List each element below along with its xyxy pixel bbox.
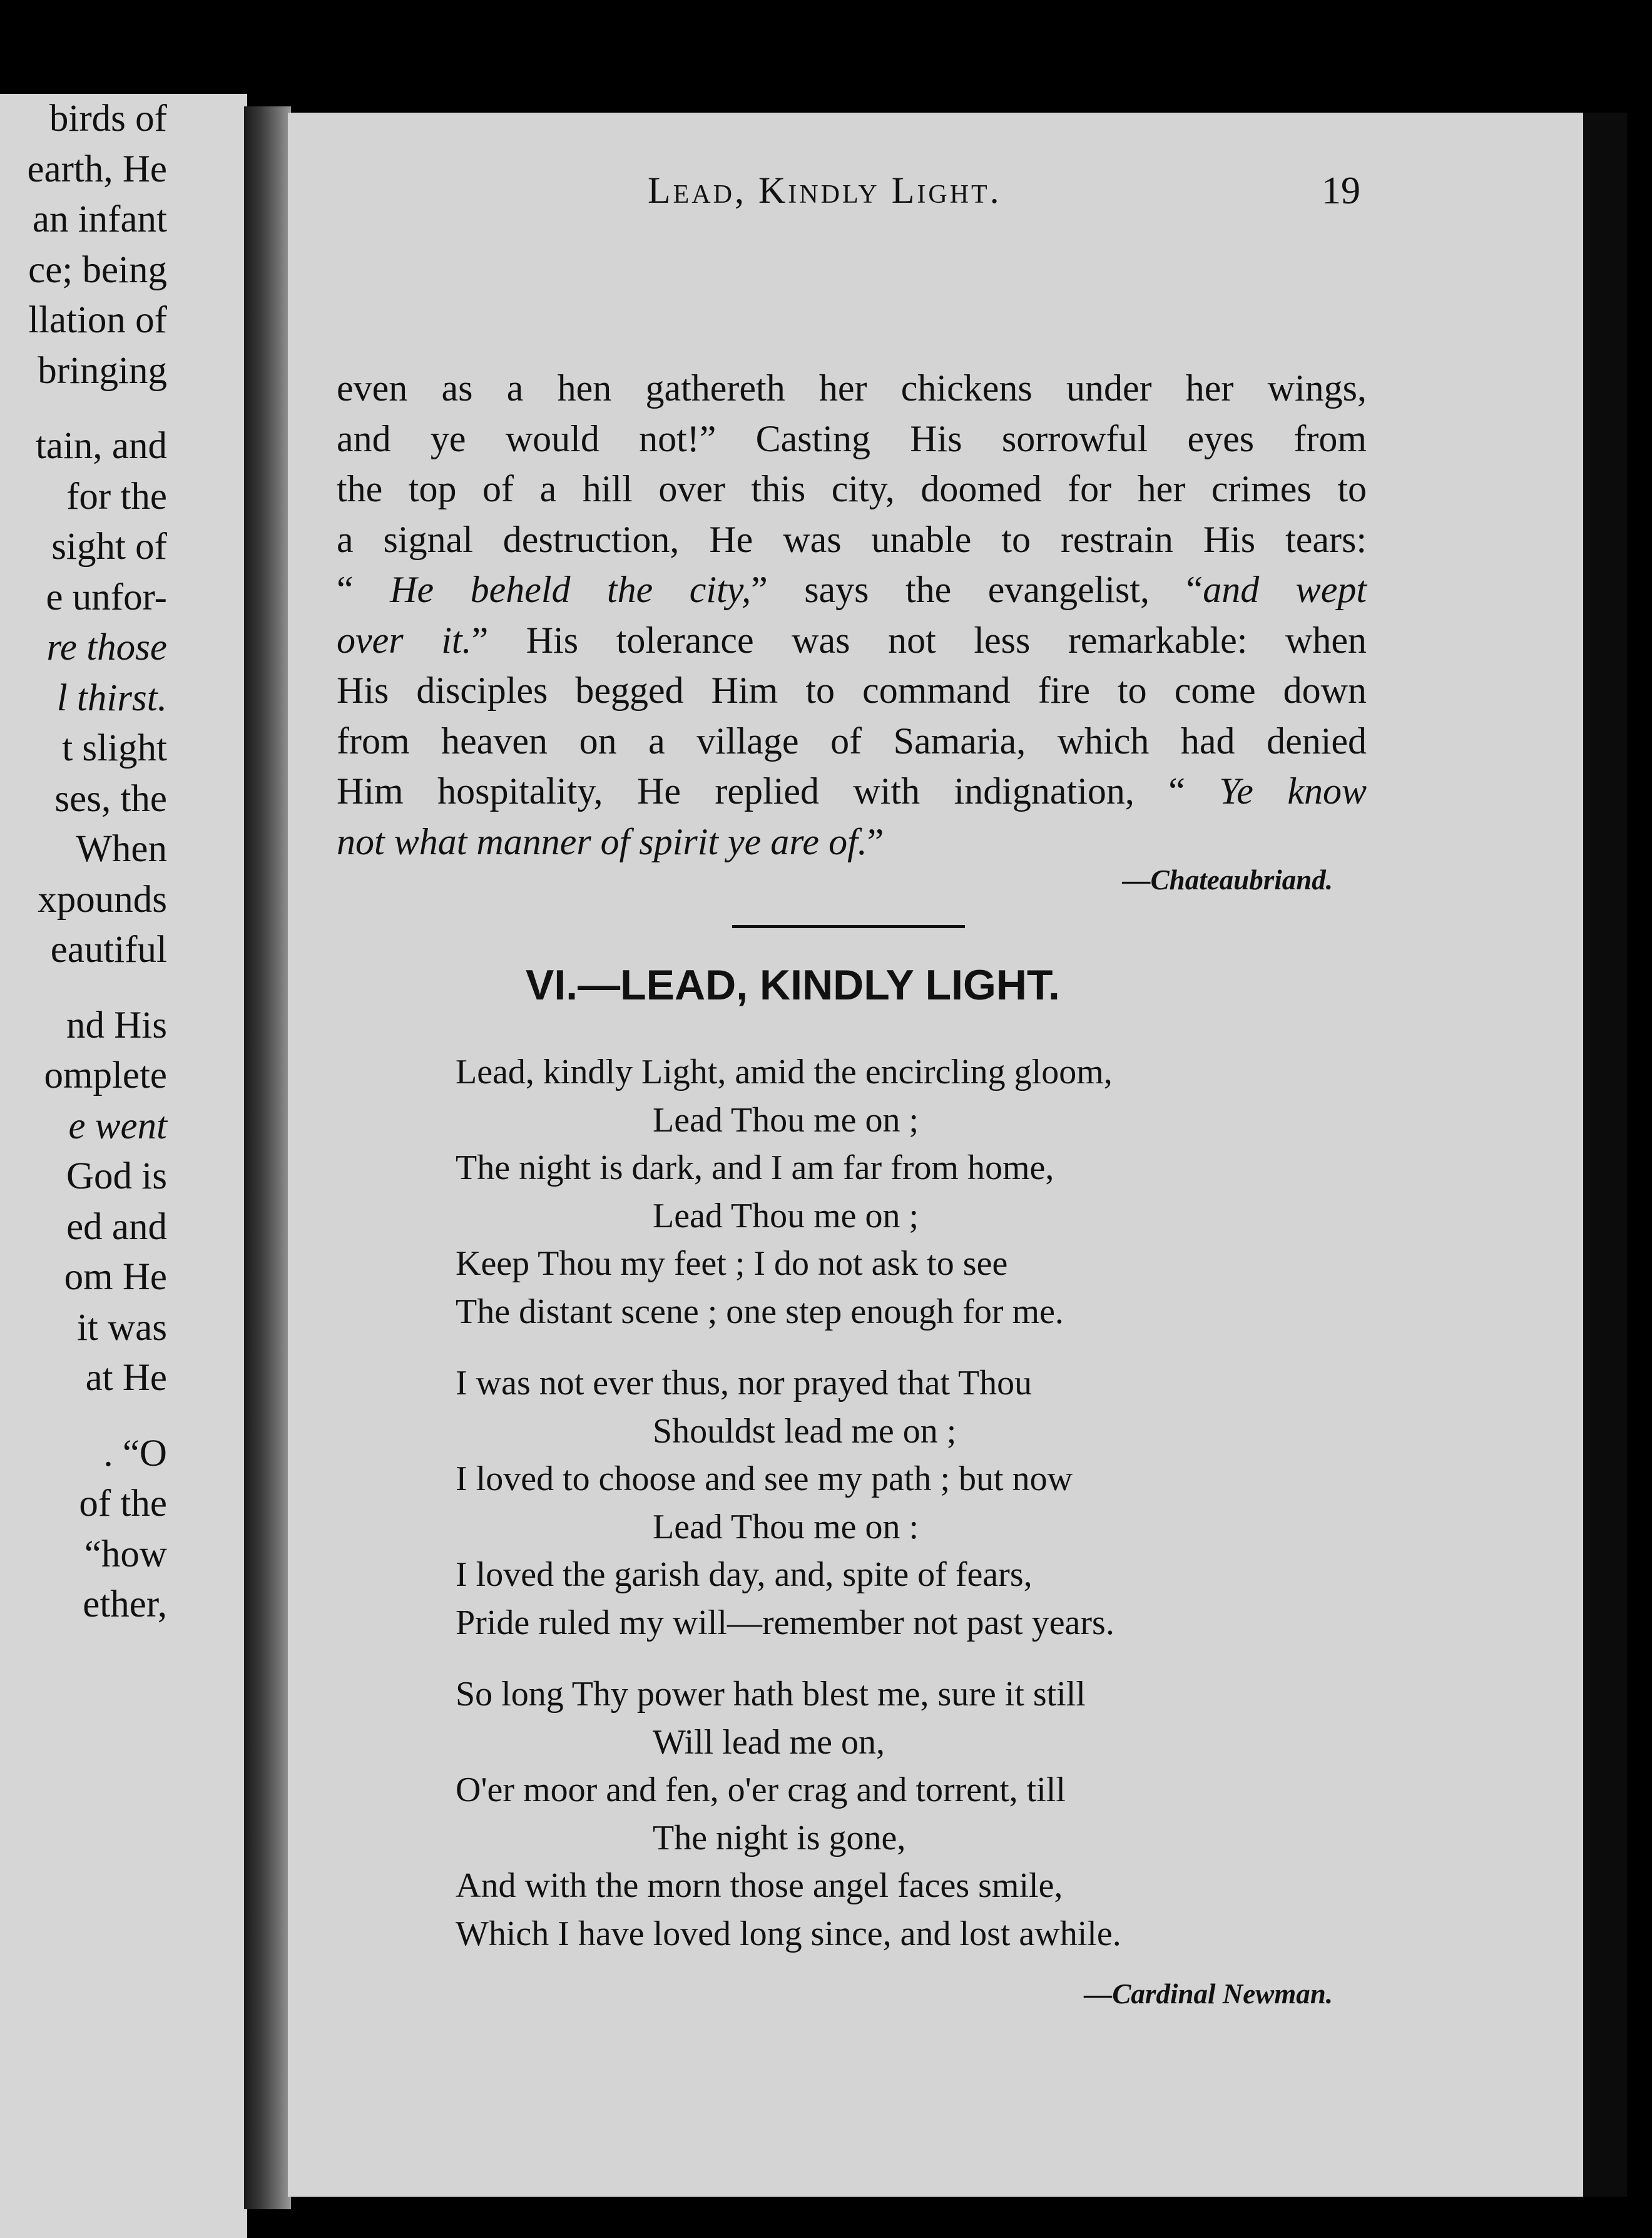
facing-page-line: t slight <box>62 727 167 769</box>
facing-page-line: eautiful <box>50 929 167 971</box>
facing-page-line: of the <box>79 1483 167 1525</box>
poem-line: The distant scene ; one step enough for me. <box>456 1292 1064 1331</box>
facing-page-line: sight of <box>51 526 167 568</box>
running-head: Lead, Kindly Light. <box>648 170 1002 211</box>
facing-page <box>0 94 247 2238</box>
prose-text: a signal destruction, He was unable to restrain His tears: <box>337 518 1367 560</box>
facing-page-line: llation of <box>28 299 167 341</box>
prose-line <box>337 665 1367 716</box>
facing-page-line: tain, and <box>35 425 167 467</box>
stanza-gap <box>456 1647 1332 1670</box>
poem-line: Lead Thou me on : <box>653 1507 919 1546</box>
prose-text: “ <box>337 569 390 610</box>
prose-text: ” <box>867 820 884 862</box>
prose-text: even as a hen gathereth her chickens under her wings, <box>337 367 1367 409</box>
facing-page-line: e unfor- <box>46 576 167 618</box>
poem-line: Keep Thou my feet ; I do not ask to see <box>456 1244 1008 1283</box>
prose-line <box>337 766 1367 817</box>
poem-line: I loved to choose and see my path ; but now <box>456 1459 1073 1498</box>
facing-page-line <box>0 396 167 421</box>
facing-page-line: e went <box>68 1105 167 1147</box>
facing-page-line: it was <box>76 1306 167 1349</box>
italic-quote: not what manner of spirit ye are of. <box>337 820 867 862</box>
facing-page-line: at He <box>85 1357 167 1399</box>
prose-text: Him hospitality, He replied with indignation, “ <box>337 770 1220 812</box>
poem-line: I loved the garish day, and, spite of fears, <box>456 1555 1032 1594</box>
poem-line: I was not ever thus, nor prayed that Thou <box>456 1364 1032 1403</box>
poem-line: Lead, kindly Light, amid the encircling gloom, <box>456 1053 1113 1091</box>
poem-line: Lead Thou me on ; <box>653 1196 919 1235</box>
facing-page-line: ed and <box>66 1205 167 1248</box>
prose-line <box>337 817 1367 867</box>
poem-line: Pride ruled my will—remember not past years. <box>456 1603 1114 1642</box>
prose-line <box>337 514 1367 565</box>
facing-page-line <box>0 976 167 1001</box>
prose-text: His disciples begged Him to command fire to come down <box>337 670 1367 711</box>
page-number: 19 <box>1322 170 1360 212</box>
page-edge <box>1583 113 1627 2197</box>
facing-page-line: nd His <box>66 1004 167 1046</box>
italic-quote: Ye know <box>1219 770 1367 812</box>
facing-page-line: om He <box>64 1256 167 1298</box>
poem-line: The night is dark, and I am far from home, <box>456 1148 1054 1187</box>
prose-passage <box>337 363 1367 867</box>
prose-text: ” says the evangelist, “ <box>751 569 1203 610</box>
facing-page-line: “how <box>84 1533 167 1575</box>
poem-line: The night is gone, <box>653 1818 906 1857</box>
prose-line <box>337 464 1367 514</box>
section-divider <box>732 925 965 928</box>
facing-page-line: When <box>76 828 167 870</box>
facing-page-line: re those <box>46 626 167 668</box>
book-gutter <box>244 106 291 2209</box>
facing-page-line: an infant <box>32 198 167 240</box>
italic-quote: and wept <box>1203 569 1367 610</box>
prose-line <box>337 565 1367 615</box>
italic-quote: over it. <box>337 619 472 661</box>
poem-line: O'er moor and fen, o'er crag and torrent, till <box>456 1770 1066 1809</box>
poem-stanza <box>456 1048 1332 1336</box>
prose-text: from heaven on a village of Samaria, which had denied <box>337 720 1367 762</box>
facing-page-line: for the <box>66 475 167 518</box>
facing-page-line <box>0 1404 167 1429</box>
facing-page-line: birds of <box>49 98 167 140</box>
facing-page-line: l thirst. <box>56 677 167 719</box>
prose-text: and ye would not!” Casting His sorrowful eyes from <box>337 417 1367 459</box>
stanza-gap <box>456 1336 1332 1359</box>
prose-text: the top of a hill over this city, doomed for her crimes to <box>337 468 1367 509</box>
poem-attribution: —Cardinal Newman. <box>1084 1978 1333 2010</box>
prose-text: ” His tolerance was not less remarkable: when <box>471 619 1367 661</box>
prose-line <box>337 716 1367 767</box>
section-title: VI.—LEAD, KINDLY LIGHT. <box>526 961 1060 1009</box>
poem-line: Lead Thou me on ; <box>653 1100 919 1140</box>
poem-stanza <box>456 1359 1332 1647</box>
poem <box>456 1048 1332 1958</box>
prose-line <box>337 615 1367 666</box>
facing-page-line: earth, He <box>27 148 167 190</box>
facing-page-text <box>0 94 167 1630</box>
facing-page-line: xpounds <box>38 878 167 921</box>
poem-line: Shouldst lead me on ; <box>653 1411 957 1451</box>
poem-line: And with the morn those angel faces smile, <box>456 1866 1063 1905</box>
facing-page-line: . “O <box>103 1432 167 1474</box>
poem-line: So long Thy power hath blest me, sure it still <box>456 1675 1086 1714</box>
prose-attribution: —Chateaubriand. <box>1122 864 1333 896</box>
poem-line: Which I have loved long since, and lost awhile. <box>456 1914 1121 1953</box>
poem-stanza <box>456 1670 1332 1958</box>
poem-line: Will lead me on, <box>653 1722 885 1762</box>
facing-page-line: ether, <box>83 1583 167 1625</box>
prose-line <box>337 363 1367 414</box>
facing-page-line: God is <box>66 1155 167 1197</box>
facing-page-line: ce; being <box>28 248 167 291</box>
prose-line <box>337 414 1367 464</box>
facing-page-line: omplete <box>44 1055 167 1096</box>
facing-page-line: bringing <box>38 349 167 392</box>
facing-page-line: ses, the <box>54 777 167 820</box>
italic-quote: He beheld the city, <box>390 569 752 610</box>
